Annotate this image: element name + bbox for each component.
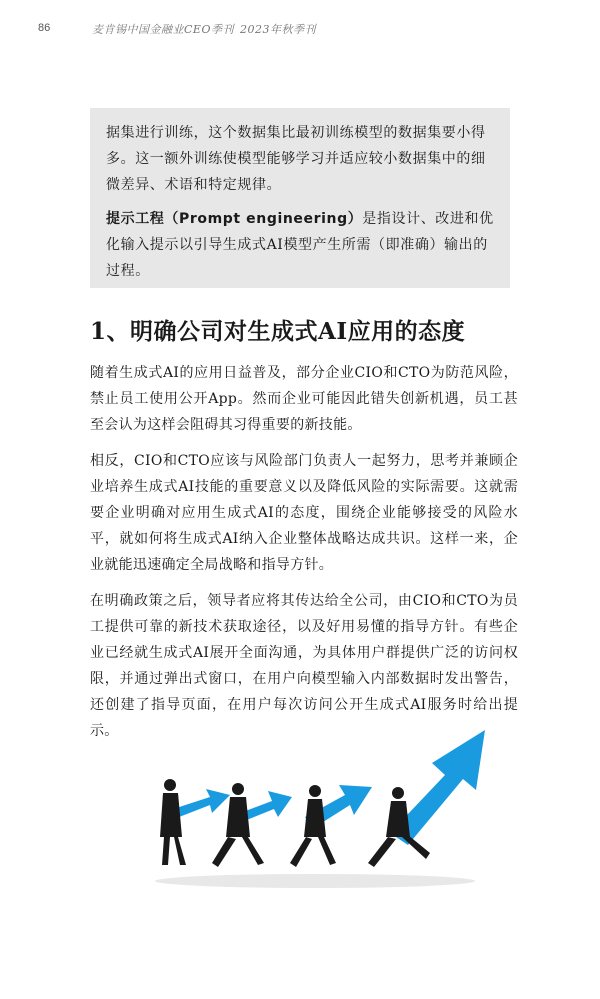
- business-people: [160, 779, 430, 867]
- teamwork-arrow-illustration: [140, 725, 510, 895]
- callout-paragraph: 据集进行训练，这个数据集比最初训练模型的数据集要小得多。这一额外训练使模型能够学习并适应较小数据集中的细微差异、术语和特定规律。: [106, 125, 486, 193]
- callout-term: 提示工程（Prompt engineering）: [106, 211, 363, 227]
- issue-label: 2023年秋季刊: [240, 23, 316, 36]
- body-paragraph: 相反，CIO和CTO应该与风险部门负责人一起努力，思考并兼顾企业培养生成式AI技能的重要意义以及降低风险的实际需要。这就需要企业明确对应用生成式AI的态度，围绕企业能够接受的风险水平，就如何将生成式AI纳入企业整体战略达成共识。这样一来，企业就能迅速确定全局战略和指导方针。: [90, 453, 518, 573]
- publication-title: 麦肯锡中国金融业CEO季刊: [92, 23, 234, 36]
- definition-callout: [90, 108, 510, 288]
- callout-definition-text: 是指设计、改进和优化输入提示以引导生成式AI模型产生所需（即准确）输出的过程。: [106, 211, 494, 279]
- person-3: [290, 785, 336, 867]
- body-paragraph: 随着生成式AI的应用日益普及，部分企业CIO和CTO为防范风险，禁止员工使用公开App。然而企业可能因此错失创新机遇，员工甚至会认为这样会阻碍其习得重要的新技能。: [90, 365, 518, 433]
- callout-definition: [106, 206, 494, 284]
- person-1: [160, 779, 186, 865]
- page-header: [0, 22, 600, 42]
- section-title: 1、明确公司对生成式AI应用的态度: [90, 318, 466, 345]
- growth-arrows: [170, 730, 485, 845]
- ground-shadow: [155, 874, 475, 888]
- page-number: 86: [38, 22, 51, 34]
- body-paragraph: 在明确政策之后，领导者应将其传达给全公司，由CIO和CTO为员工提供可靠的新技术获取途径，以及好用易懂的指导方针。有些企业已经就生成式AI展开全面沟通，为具体用户群提供广泛的访问权限，并通过弹出式窗口，在用户向模型输入内部数据时发出警告，还创建了指导页面，在用户每次访问公开生成式AI服务时给出提示。: [90, 593, 518, 739]
- section-body: [90, 360, 518, 754]
